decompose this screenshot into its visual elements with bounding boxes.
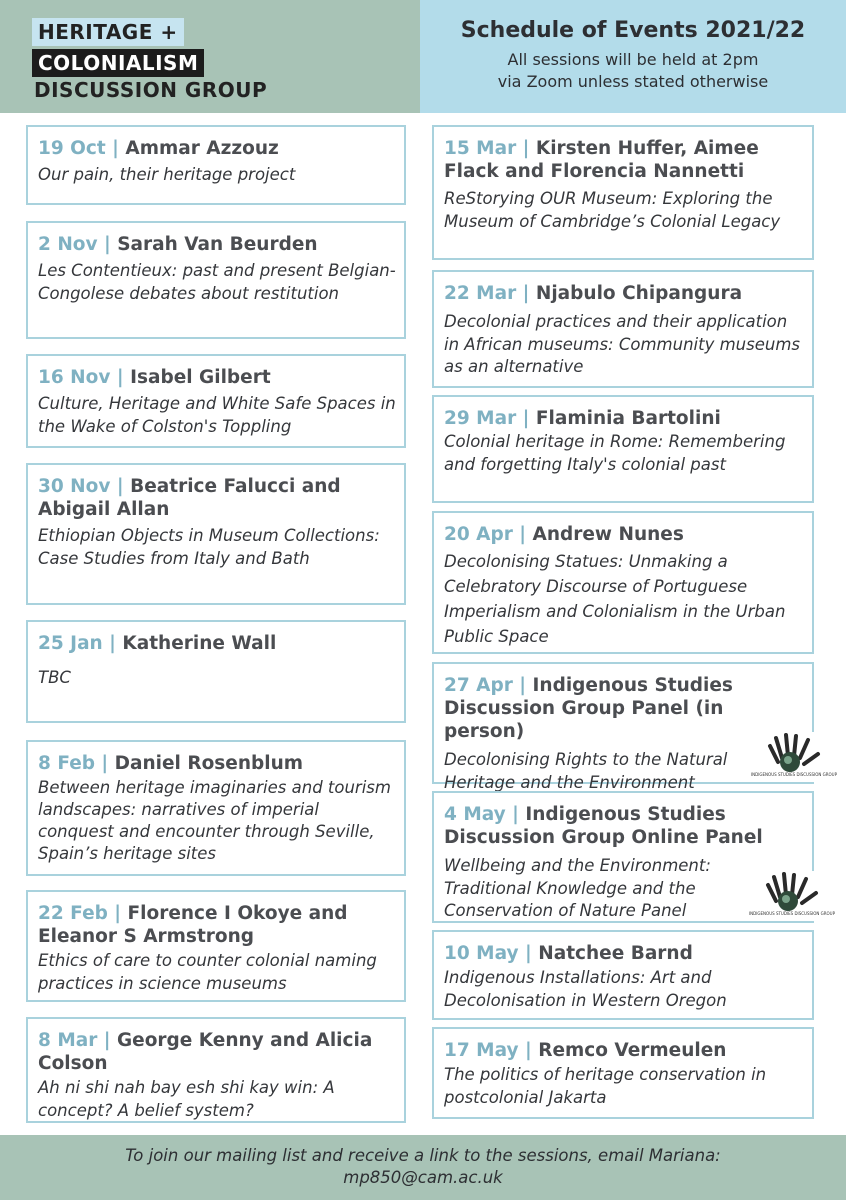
event-title: Ethiopian Objects in Museum Collections: Case Studies from Italy and Bath (38, 526, 380, 568)
event-date: 15 Mar | (444, 138, 530, 159)
event-card (26, 740, 406, 876)
event-card (432, 1027, 814, 1119)
indigenous-studies-logo-icon (750, 732, 838, 782)
event-speaker: Andrew Nunes (532, 524, 684, 545)
header-schedule-panel (420, 0, 846, 113)
event-speaker: George Kenny and Alicia Colson (38, 1030, 373, 1074)
event-date: 17 May | (444, 1040, 532, 1061)
event-title: The politics of heritage conservation in postcolonial Jakarta (444, 1065, 767, 1107)
event-speaker: Sarah Van Beurden (117, 234, 318, 255)
event-title: Culture, Heritage and White Safe Spaces in the Wake of Colston's Toppling (38, 394, 396, 436)
event-title: ReStorying OUR Museum: Exploring the Museum of Cambridge’s Colonial Legacy (444, 189, 781, 231)
event-card (26, 890, 406, 1002)
event-card (26, 620, 406, 723)
event-heading (444, 674, 804, 743)
event-card (432, 395, 814, 503)
event-speaker: Daniel Rosenblum (114, 753, 304, 774)
event-date: 19 Oct | (38, 138, 119, 159)
event-heading (38, 366, 396, 389)
event-speaker: Indigenous Studies Discussion Group Online Panel (444, 804, 763, 848)
logo-line-heritage: HERITAGE + (32, 18, 184, 46)
event-speaker: Florence I Okoye and Eleanor S Armstrong (38, 903, 348, 947)
event-card (26, 354, 406, 448)
event-card (26, 1017, 406, 1123)
footer-mailing-list (0, 1135, 846, 1200)
event-title: TBC (38, 668, 71, 687)
event-speaker: Remco Vermeulen (538, 1040, 727, 1061)
header-logo-panel (0, 0, 420, 113)
event-date: 8 Feb | (38, 753, 109, 774)
event-date: 22 Feb | (38, 903, 122, 924)
schedule-subtitle-line2: via Zoom unless stated otherwise (497, 72, 769, 91)
event-title: Decolonial practices and their application in African museums: Community museums as an alternative (444, 312, 800, 376)
event-card (26, 463, 406, 605)
event-title: Decolonising Rights to the Natural Heritage and the Environment (444, 750, 728, 792)
event-title: Between heritage imaginaries and tourism landscapes: narratives of imperial conquest and encounter through Seville, Spain’s heritage sites (38, 778, 391, 863)
schedule-subtitle-line1: All sessions will be held at 2pm (507, 50, 759, 69)
event-card (26, 125, 406, 205)
event-date: 2 Nov | (38, 234, 111, 255)
event-heading (38, 1029, 396, 1075)
logo-caption: INDIGENOUS STUDIES DISCUSSION GROUP (748, 911, 836, 916)
event-speaker: Katherine Wall (122, 633, 277, 654)
event-title: Ah ni shi nah bay esh shi kay win: A concept? A belief system? (38, 1078, 335, 1120)
event-card (432, 662, 838, 792)
event-speaker: Njabulo Chipangura (535, 283, 743, 304)
event-title: Our pain, their heritage project (38, 165, 296, 184)
event-date: 27 Apr | (444, 675, 527, 696)
event-title: Ethics of care to counter colonial naming practices in science museums (38, 951, 377, 993)
event-card (432, 125, 814, 260)
event-heading (38, 137, 396, 160)
event-heading (38, 233, 396, 256)
event-speaker: Flaminia Bartolini (535, 408, 721, 429)
event-title: Wellbeing and the Environment: Traditional Knowledge and the Conservation of Nature Panel (444, 856, 711, 920)
footer-email-link[interactable]: mp850@cam.ac.uk (343, 1168, 503, 1187)
schedule-subtitle (420, 49, 846, 93)
event-title: Indigenous Installations: Art and Decolonisation in Western Oregon (444, 968, 727, 1010)
event-heading (444, 803, 804, 849)
event-heading (444, 523, 804, 546)
event-heading (38, 902, 396, 948)
footer-line1: To join our mailing list and receive a link to the sessions, email Mariana: (125, 1146, 721, 1165)
event-heading (444, 282, 804, 305)
logo-line-discussion-group: DISCUSSION GROUP (34, 78, 268, 102)
event-date: 25 Jan | (38, 633, 116, 654)
event-speaker: Kirsten Huffer, Aimee Flack and Florencia Nannetti (444, 138, 759, 182)
schedule-title: Schedule of Events 2021/22 (460, 18, 806, 43)
event-heading (38, 475, 396, 521)
event-date: 20 Apr | (444, 524, 527, 545)
logo-caption: INDIGENOUS STUDIES DISCUSSION GROUP (750, 772, 838, 777)
event-date: 30 Nov | (38, 476, 124, 497)
event-card (26, 221, 406, 339)
event-heading (444, 1039, 804, 1062)
event-date: 4 May | (444, 804, 519, 825)
event-date: 8 Mar | (38, 1030, 111, 1051)
logo-line-colonialism: COLONIALISM (32, 49, 204, 77)
event-title: Decolonising Statues: Unmaking a Celebratory Discourse of Portuguese Imperialism and Colonialism in the Urban Public Space (444, 552, 786, 646)
event-card (432, 270, 814, 388)
event-heading (444, 407, 804, 430)
event-heading (38, 752, 396, 775)
event-date: 16 Nov | (38, 367, 124, 388)
event-card (432, 511, 814, 654)
event-speaker: Natchee Barnd (538, 943, 693, 964)
event-speaker: Indigenous Studies Discussion Group Panel (in person) (444, 675, 733, 742)
event-speaker: Isabel Gilbert (130, 367, 271, 388)
event-date: 10 May | (444, 943, 532, 964)
event-title: Colonial heritage in Rome: Remembering and forgetting Italy's colonial past (444, 432, 786, 474)
event-date: 22 Mar | (444, 283, 530, 304)
event-heading (444, 942, 804, 965)
event-heading (444, 137, 804, 183)
event-title: Les Contentieux: past and present Belgian-Congolese debates about restitution (38, 261, 396, 303)
event-card (432, 791, 836, 923)
event-date: 29 Mar | (444, 408, 530, 429)
indigenous-studies-logo-icon (748, 871, 836, 921)
event-speaker: Beatrice Falucci and Abigail Allan (38, 476, 341, 520)
event-card (432, 930, 814, 1020)
event-speaker: Ammar Azzouz (125, 138, 279, 159)
event-heading (38, 632, 396, 655)
